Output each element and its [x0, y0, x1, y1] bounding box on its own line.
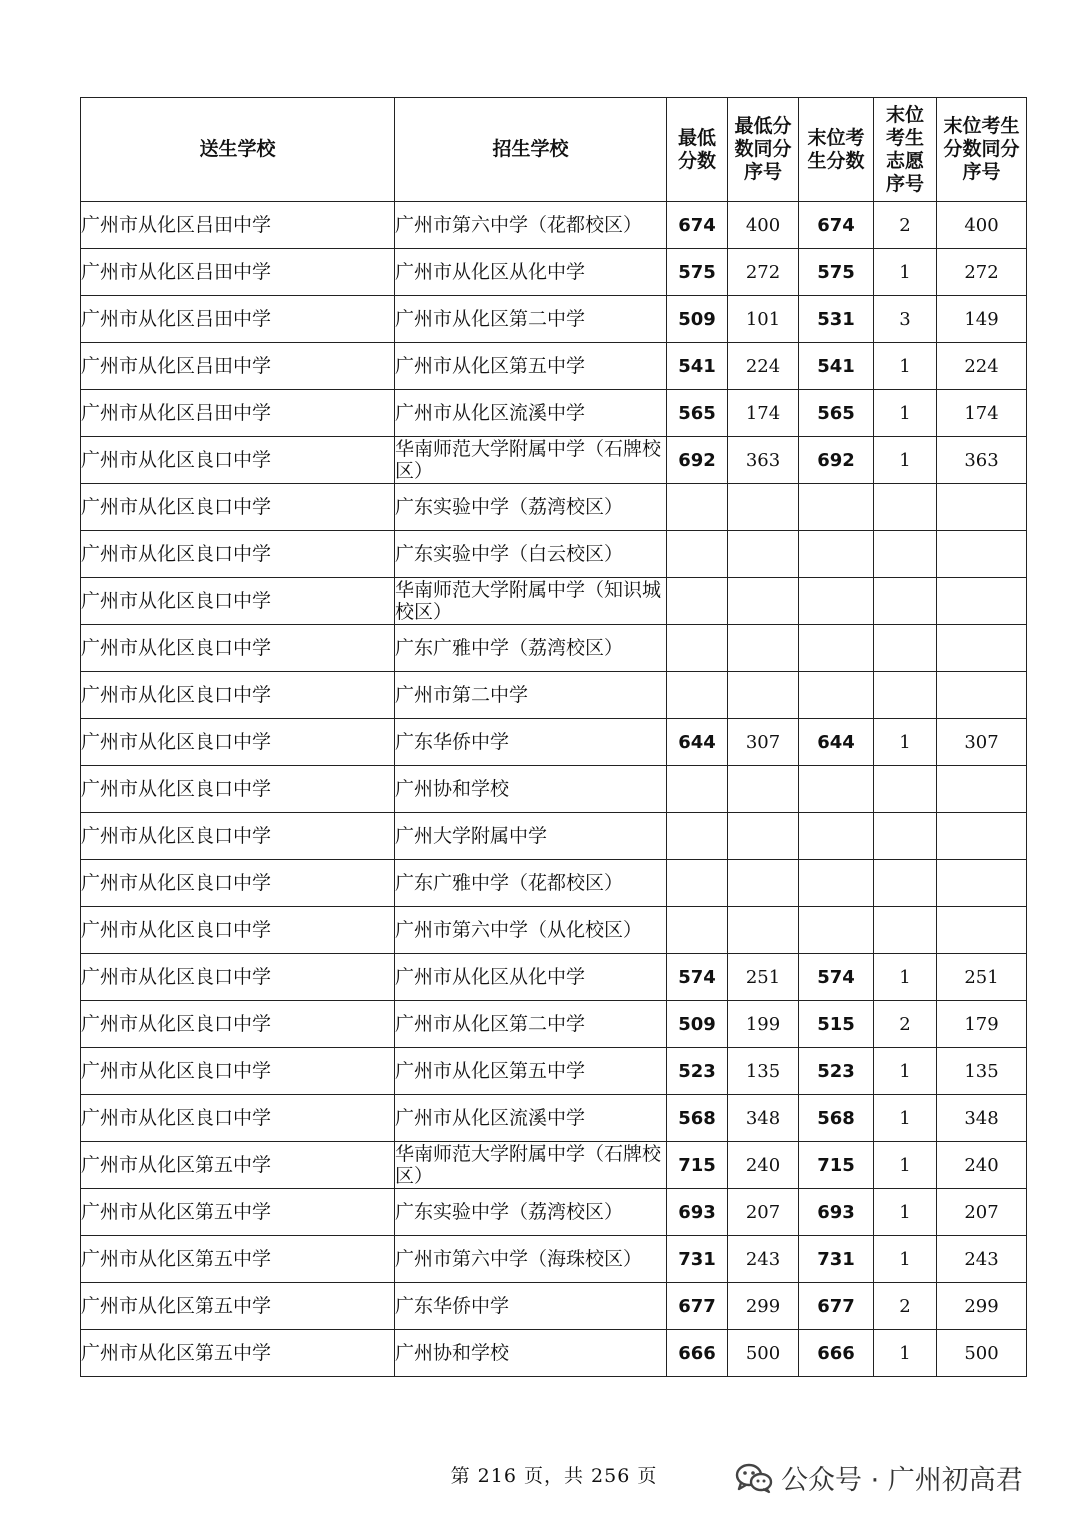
sending-school-cell: 广州市从化区良口中学: [81, 1095, 395, 1142]
sending-school-cell: 广州市从化区第五中学: [81, 1283, 395, 1330]
rank-cell: [728, 484, 799, 531]
rank-cell: 207: [937, 1189, 1027, 1236]
score-cell: 644: [667, 719, 728, 766]
score-cell: [667, 860, 728, 907]
rank-cell: [728, 578, 799, 625]
score-cell: [799, 672, 874, 719]
rank-cell: 348: [937, 1095, 1027, 1142]
rank-cell: [937, 625, 1027, 672]
score-cell: 523: [667, 1048, 728, 1095]
admission-table: [80, 97, 1027, 1377]
rank-cell: [874, 531, 937, 578]
rank-cell: 2: [874, 1283, 937, 1330]
rank-cell: 500: [937, 1330, 1027, 1377]
sending-school-cell: 广州市从化区第五中学: [81, 1330, 395, 1377]
rank-cell: 240: [937, 1142, 1027, 1189]
score-cell: 666: [667, 1330, 728, 1377]
rank-cell: 307: [728, 719, 799, 766]
table-row: [81, 249, 1027, 296]
rank-cell: 307: [937, 719, 1027, 766]
rank-cell: [937, 813, 1027, 860]
table-row: [81, 672, 1027, 719]
rank-cell: 348: [728, 1095, 799, 1142]
table-row: [81, 1330, 1027, 1377]
score-cell: 644: [799, 719, 874, 766]
table-row: [81, 437, 1027, 484]
table-row: [81, 390, 1027, 437]
score-cell: 715: [667, 1142, 728, 1189]
rank-cell: 240: [728, 1142, 799, 1189]
table-row: [81, 343, 1027, 390]
score-cell: 731: [667, 1236, 728, 1283]
rank-cell: [728, 766, 799, 813]
table-row: [81, 484, 1027, 531]
admitting-school-cell: 广州大学附属中学: [395, 813, 667, 860]
rank-cell: 500: [728, 1330, 799, 1377]
sending-school-cell: 广州市从化区良口中学: [81, 437, 395, 484]
header-row: [81, 98, 1027, 202]
admitting-school-cell: 广东实验中学（荔湾校区）: [395, 1189, 667, 1236]
rank-cell: 2: [874, 202, 937, 249]
rank-cell: 251: [728, 954, 799, 1001]
table-row: [81, 907, 1027, 954]
rank-cell: [874, 625, 937, 672]
sending-school-cell: 广州市从化区吕田中学: [81, 202, 395, 249]
table-row: [81, 531, 1027, 578]
rank-cell: [937, 672, 1027, 719]
admitting-school-cell: 广东华侨中学: [395, 719, 667, 766]
admitting-school-cell: 广东华侨中学: [395, 1283, 667, 1330]
table-row: [81, 719, 1027, 766]
score-cell: 731: [799, 1236, 874, 1283]
sending-school-cell: 广州市从化区吕田中学: [81, 296, 395, 343]
rank-cell: 1: [874, 719, 937, 766]
score-cell: 523: [799, 1048, 874, 1095]
rank-cell: 1: [874, 343, 937, 390]
rank-cell: 1: [874, 437, 937, 484]
sending-school-cell: 广州市从化区良口中学: [81, 578, 395, 625]
column-header: 末位考生 分数同分 序号: [937, 98, 1027, 202]
score-cell: [667, 813, 728, 860]
sending-school-cell: 广州市从化区吕田中学: [81, 343, 395, 390]
score-cell: 509: [667, 296, 728, 343]
admitting-school-cell: 广州市从化区第二中学: [395, 296, 667, 343]
rank-cell: 1: [874, 1048, 937, 1095]
score-cell: 692: [799, 437, 874, 484]
table-row: [81, 202, 1027, 249]
score-cell: [667, 907, 728, 954]
rank-cell: [874, 907, 937, 954]
rank-cell: [937, 578, 1027, 625]
rank-cell: 199: [728, 1001, 799, 1048]
score-cell: [667, 672, 728, 719]
score-cell: 574: [799, 954, 874, 1001]
admitting-school-cell: 广州市第六中学（花都校区）: [395, 202, 667, 249]
page-number: 第 216 页，共 256 页: [450, 1465, 658, 1487]
score-cell: 509: [667, 1001, 728, 1048]
admitting-school-cell: 华南师范大学附属中学（石牌校区）: [395, 1142, 667, 1189]
rank-cell: [874, 484, 937, 531]
sending-school-cell: 广州市从化区吕田中学: [81, 249, 395, 296]
table-row: [81, 1048, 1027, 1095]
table-row: [81, 860, 1027, 907]
rank-cell: [728, 860, 799, 907]
sending-school-cell: 广州市从化区良口中学: [81, 766, 395, 813]
rank-cell: 400: [728, 202, 799, 249]
rank-cell: 272: [728, 249, 799, 296]
column-header: 末位考 生分数: [799, 98, 874, 202]
score-cell: 575: [667, 249, 728, 296]
admitting-school-cell: 广东实验中学（白云校区）: [395, 531, 667, 578]
rank-cell: 243: [937, 1236, 1027, 1283]
column-header: 招生学校: [395, 98, 667, 202]
admitting-school-cell: 广东广雅中学（荔湾校区）: [395, 625, 667, 672]
rank-cell: [728, 813, 799, 860]
admitting-school-cell: 广东实验中学（荔湾校区）: [395, 484, 667, 531]
sending-school-cell: 广州市从化区良口中学: [81, 813, 395, 860]
score-cell: 677: [667, 1283, 728, 1330]
column-header: 末位 考生 志愿 序号: [874, 98, 937, 202]
sending-school-cell: 广州市从化区良口中学: [81, 954, 395, 1001]
score-cell: 674: [667, 202, 728, 249]
table-row: [81, 1142, 1027, 1189]
rank-cell: [728, 907, 799, 954]
column-header: 最低分 数同分 序号: [728, 98, 799, 202]
column-header: 最低 分数: [667, 98, 728, 202]
score-cell: 515: [799, 1001, 874, 1048]
rank-cell: 299: [937, 1283, 1027, 1330]
score-cell: [799, 860, 874, 907]
admitting-school-cell: 广州市从化区从化中学: [395, 954, 667, 1001]
table-row: [81, 813, 1027, 860]
rank-cell: 179: [937, 1001, 1027, 1048]
rank-cell: [874, 578, 937, 625]
rank-cell: [937, 531, 1027, 578]
rank-cell: 1: [874, 1330, 937, 1377]
score-cell: 674: [799, 202, 874, 249]
sending-school-cell: 广州市从化区良口中学: [81, 907, 395, 954]
rank-cell: [937, 860, 1027, 907]
score-cell: 666: [799, 1330, 874, 1377]
sending-school-cell: 广州市从化区良口中学: [81, 672, 395, 719]
admitting-school-cell: 广州协和学校: [395, 1330, 667, 1377]
admitting-school-cell: 广州市第二中学: [395, 672, 667, 719]
score-cell: 693: [799, 1189, 874, 1236]
score-cell: 677: [799, 1283, 874, 1330]
rank-cell: 224: [937, 343, 1027, 390]
sending-school-cell: 广州市从化区良口中学: [81, 625, 395, 672]
admitting-school-cell: 广州市从化区第五中学: [395, 343, 667, 390]
admitting-school-cell: 华南师范大学附属中学（石牌校区）: [395, 437, 667, 484]
score-cell: 574: [667, 954, 728, 1001]
rank-cell: [728, 672, 799, 719]
rank-cell: [874, 813, 937, 860]
admitting-school-cell: 广州协和学校: [395, 766, 667, 813]
rank-cell: [874, 672, 937, 719]
table-row: [81, 954, 1027, 1001]
rank-cell: 174: [937, 390, 1027, 437]
score-cell: 692: [667, 437, 728, 484]
watermark-text: 公众号 · 广州初高君: [781, 1465, 1023, 1496]
rank-cell: 299: [728, 1283, 799, 1330]
score-cell: 531: [799, 296, 874, 343]
rank-cell: 1: [874, 249, 937, 296]
score-cell: [799, 578, 874, 625]
table-row: [81, 578, 1027, 625]
rank-cell: 1: [874, 1142, 937, 1189]
table-row: [81, 1236, 1027, 1283]
admitting-school-cell: 广东广雅中学（花都校区）: [395, 860, 667, 907]
table-row: [81, 625, 1027, 672]
score-cell: 568: [667, 1095, 728, 1142]
sending-school-cell: 广州市从化区第五中学: [81, 1189, 395, 1236]
sending-school-cell: 广州市从化区吕田中学: [81, 390, 395, 437]
rank-cell: 224: [728, 343, 799, 390]
rank-cell: 101: [728, 296, 799, 343]
rank-cell: 363: [728, 437, 799, 484]
score-cell: 715: [799, 1142, 874, 1189]
rank-cell: 174: [728, 390, 799, 437]
rank-cell: 1: [874, 1095, 937, 1142]
score-cell: 568: [799, 1095, 874, 1142]
sending-school-cell: 广州市从化区良口中学: [81, 484, 395, 531]
admitting-school-cell: 广州市从化区从化中学: [395, 249, 667, 296]
rank-cell: 1: [874, 954, 937, 1001]
table-row: [81, 1001, 1027, 1048]
table-row: [81, 766, 1027, 813]
rank-cell: 363: [937, 437, 1027, 484]
table-row: [81, 1189, 1027, 1236]
rank-cell: 251: [937, 954, 1027, 1001]
rank-cell: 1: [874, 390, 937, 437]
score-cell: [799, 531, 874, 578]
table-row: [81, 1095, 1027, 1142]
rank-cell: [937, 907, 1027, 954]
score-cell: 565: [799, 390, 874, 437]
rank-cell: 400: [937, 202, 1027, 249]
score-cell: 541: [799, 343, 874, 390]
score-cell: 565: [667, 390, 728, 437]
admitting-school-cell: 广州市第六中学（从化校区）: [395, 907, 667, 954]
score-cell: 575: [799, 249, 874, 296]
rank-cell: 1: [874, 1236, 937, 1283]
rank-cell: 207: [728, 1189, 799, 1236]
score-cell: [667, 625, 728, 672]
rank-cell: 1: [874, 1189, 937, 1236]
admitting-school-cell: 广州市从化区第二中学: [395, 1001, 667, 1048]
score-cell: [799, 484, 874, 531]
sending-school-cell: 广州市从化区良口中学: [81, 1048, 395, 1095]
admitting-school-cell: 华南师范大学附属中学（知识城校区）: [395, 578, 667, 625]
rank-cell: [937, 484, 1027, 531]
rank-cell: [874, 766, 937, 813]
score-cell: [667, 578, 728, 625]
score-cell: [667, 766, 728, 813]
score-cell: [799, 766, 874, 813]
column-header: 送生学校: [81, 98, 395, 202]
rank-cell: [874, 860, 937, 907]
sending-school-cell: 广州市从化区良口中学: [81, 860, 395, 907]
sending-school-cell: 广州市从化区良口中学: [81, 719, 395, 766]
admitting-school-cell: 广州市从化区流溪中学: [395, 390, 667, 437]
sending-school-cell: 广州市从化区第五中学: [81, 1236, 395, 1283]
rank-cell: 243: [728, 1236, 799, 1283]
table-row: [81, 1283, 1027, 1330]
admitting-school-cell: 广州市从化区第五中学: [395, 1048, 667, 1095]
rank-cell: [728, 531, 799, 578]
sending-school-cell: 广州市从化区良口中学: [81, 1001, 395, 1048]
score-cell: [667, 531, 728, 578]
sending-school-cell: 广州市从化区第五中学: [81, 1142, 395, 1189]
table-header: [81, 98, 1027, 202]
rank-cell: 135: [937, 1048, 1027, 1095]
admitting-school-cell: 广州市第六中学（海珠校区）: [395, 1236, 667, 1283]
table-row: [81, 296, 1027, 343]
wechat-icon: [735, 1462, 773, 1494]
score-cell: [667, 484, 728, 531]
score-cell: [799, 813, 874, 860]
rank-cell: 3: [874, 296, 937, 343]
rank-cell: 272: [937, 249, 1027, 296]
rank-cell: 2: [874, 1001, 937, 1048]
score-cell: 541: [667, 343, 728, 390]
score-cell: [799, 625, 874, 672]
score-cell: [799, 907, 874, 954]
watermark: [735, 1458, 1023, 1497]
rank-cell: [728, 625, 799, 672]
table-body: [81, 202, 1027, 1377]
rank-cell: 135: [728, 1048, 799, 1095]
admitting-school-cell: 广州市从化区流溪中学: [395, 1095, 667, 1142]
rank-cell: 149: [937, 296, 1027, 343]
rank-cell: [937, 766, 1027, 813]
sending-school-cell: 广州市从化区良口中学: [81, 531, 395, 578]
score-cell: 693: [667, 1189, 728, 1236]
